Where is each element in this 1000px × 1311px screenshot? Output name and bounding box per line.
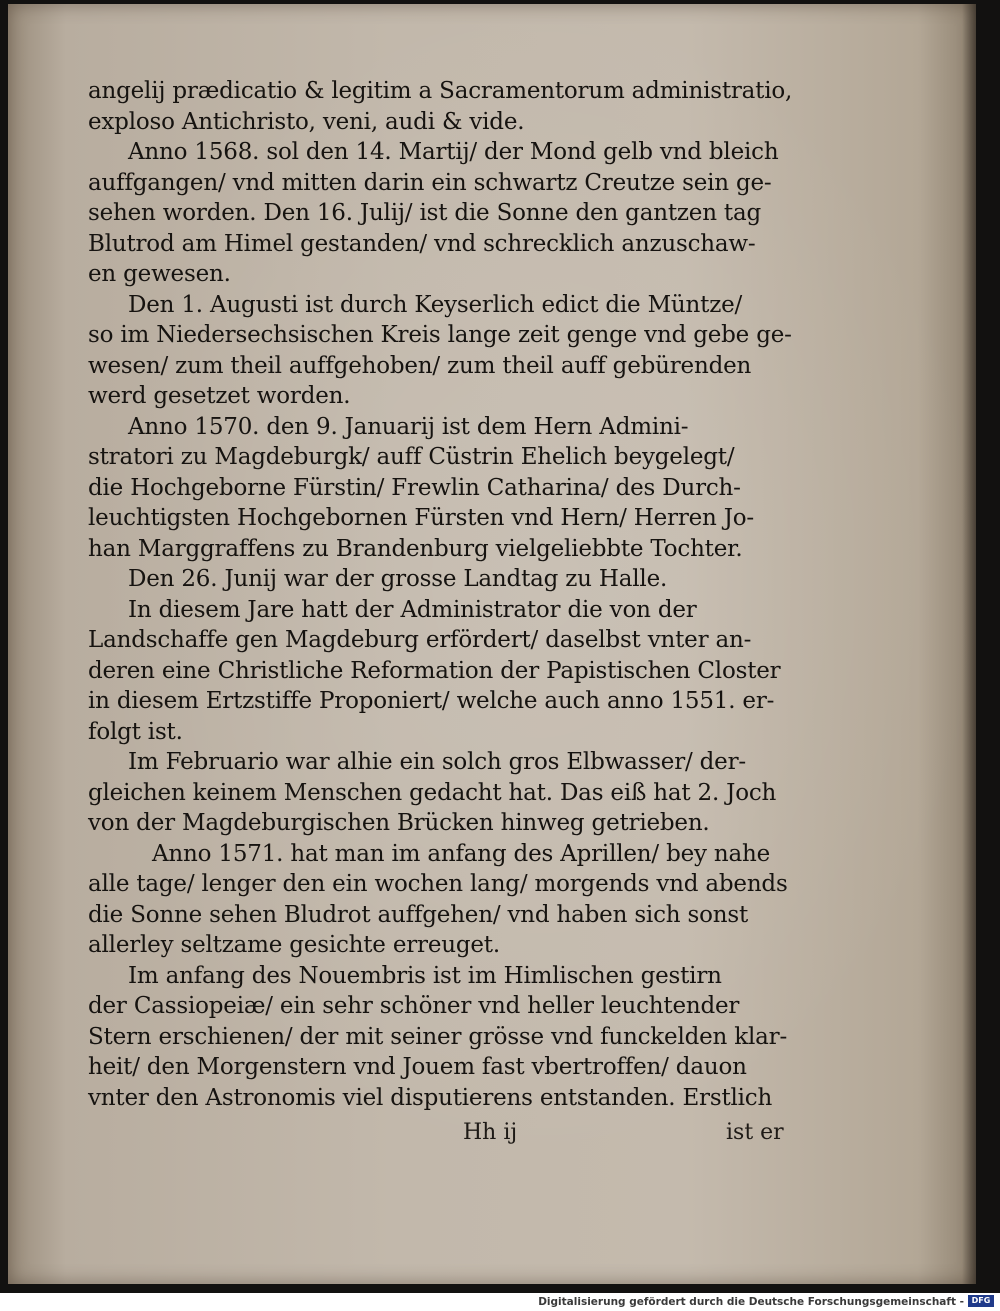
text-line: auffgangen/ vnd mitten darin ein schwartz Creutze sein ge- xyxy=(88,169,772,196)
text-line: han Marggraffens zu Brandenburg vielgeliebbte Tochter. xyxy=(88,535,743,562)
dfg-logo: DFG xyxy=(968,1295,994,1307)
text-line: Im Februario war alhie ein solch gros Elbwasser/ der- xyxy=(128,749,746,775)
text-line: wesen/ zum theil auffgehoben/ zum theil auff gebürenden xyxy=(88,352,752,379)
text-line: angelij prædicatio & legitim a Sacramentorum administratio, xyxy=(88,78,793,104)
text-block xyxy=(88,76,793,1113)
text-line: Den 26. Junij war der grosse Landtag zu Halle. xyxy=(128,566,668,592)
text-line: werd gesetzet worden. xyxy=(88,383,351,409)
text-line: in diesem Ertzstiffe Proponiert/ welche auch anno 1551. er- xyxy=(88,688,775,714)
text-line: Im anfang des Nouembris ist im Himlischen gestirn xyxy=(128,962,722,989)
book-page xyxy=(8,4,976,1284)
text-line: Den 1. Augusti ist durch Keyserlich edict die Müntze/ xyxy=(128,291,743,318)
text-line: deren eine Christliche Reformation der Papistischen Closter xyxy=(88,657,781,684)
text-line: folgt ist. xyxy=(88,718,183,745)
text-line: die Sonne sehen Bludrot auffgehen/ vnd haben sich sonst xyxy=(88,901,748,928)
text-line: gleichen keinem Menschen gedacht hat. Das eiß hat 2. Joch xyxy=(88,779,777,806)
text-line: leuchtigsten Hochgebornen Fürsten vnd Hern/ Herren Jo- xyxy=(88,505,754,531)
text-line: Anno 1571. hat man im anfang des Aprillen/ bey nahe xyxy=(152,840,771,867)
text-line: en gewesen. xyxy=(88,261,231,287)
text-line: alle tage/ lenger den ein wochen lang/ morgends vnd abends xyxy=(88,871,788,897)
signature-mark: Hh ij xyxy=(463,1120,518,1145)
text-line: der Cassiopeiæ/ ein sehr schöner vnd heller leuchtender xyxy=(88,993,740,1019)
text-line: die Hochgeborne Fürstin/ Frewlin Catharina/ des Durch- xyxy=(88,474,741,501)
text-line: heit/ den Morgenstern vnd Jouem fast vbertroffen/ dauon xyxy=(88,1054,747,1080)
text-line: stratori zu Magdeburgk/ auff Cüstrin Ehelich beygelegt/ xyxy=(88,444,735,470)
text-line: Stern erschienen/ der mit seiner grösse vnd funckelden klar- xyxy=(88,1023,788,1050)
text-line: Blutrod am Himel gestanden/ vnd schrecklich anzuschaw- xyxy=(88,230,756,257)
text-line: In diesem Jare hatt der Administrator die von der xyxy=(128,596,697,623)
text-line: allerley seltzame gesichte erreuget. xyxy=(88,932,500,958)
text-line: exploso Antichristo, veni, audi & vide. xyxy=(88,108,525,135)
text-line: Landschaffe gen Magdeburg erfördert/ daselbst vnter an- xyxy=(88,627,752,653)
text-line: so im Niedersechsischen Kreis lange zeit genge vnd gebe ge- xyxy=(88,322,792,348)
text-line: Anno 1568. sol den 14. Martij/ der Mond gelb vnd bleich xyxy=(128,139,779,165)
text-line: Anno 1570. den 9. Januarij ist dem Hern Admini- xyxy=(128,413,689,440)
text-line: sehen worden. Den 16. Julij/ ist die Sonne den gantzen tag xyxy=(88,200,762,226)
text-line: vnter den Astronomis viel disputierens entstanden. Erstlich xyxy=(88,1084,773,1111)
catchword: ist er xyxy=(726,1120,784,1145)
footer-credit: Digitalisierung gefördert durch die Deutsche Forschungsgemeinschaft - xyxy=(538,1296,964,1308)
text-line: von der Magdeburgischen Brücken hinweg getrieben. xyxy=(88,810,710,836)
